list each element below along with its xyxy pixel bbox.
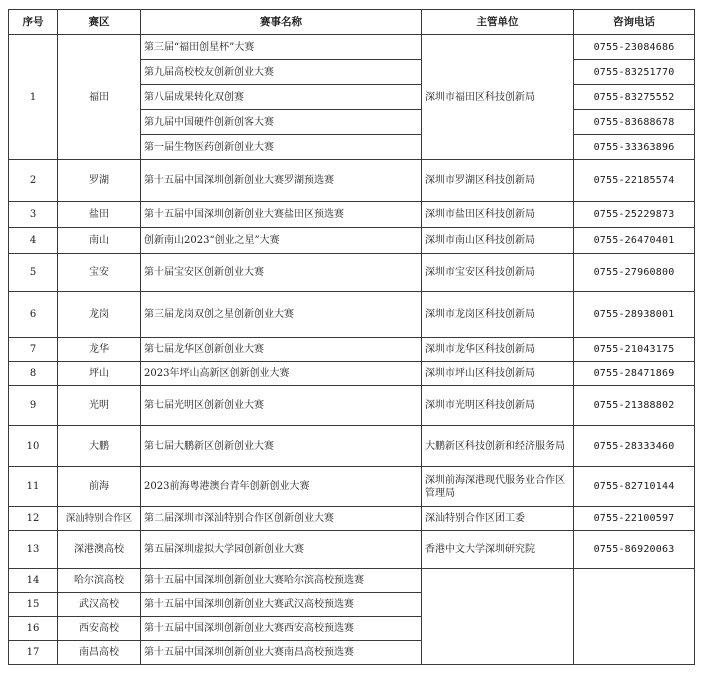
cell-authority: 深圳市光明区科技创新局 (422, 386, 574, 426)
table-row (9, 426, 695, 467)
cell-district: 盐田 (58, 202, 141, 228)
cell-authority: 深圳市福田区科技创新局 (422, 35, 574, 160)
cell-district: 福田 (58, 35, 141, 160)
header-district: 赛区 (58, 10, 141, 35)
cell-event: 第五届深圳虚拟大学园创新创业大赛 (141, 531, 422, 569)
cell-no: 17 (9, 641, 58, 665)
cell-event: 第十五届中国深圳创新创业大赛盐田区预选赛 (141, 202, 422, 228)
cell-phone: 0755-33363896 (574, 135, 695, 160)
cell-phone: 0755-83275552 (574, 85, 695, 110)
cell-authority: 深圳市盐田区科技创新局 (422, 202, 574, 228)
cell-phone: 0755-28938001 (574, 292, 695, 338)
cell-authority: 深圳市龙华区科技创新局 (422, 338, 574, 362)
cell-event: 第十五届中国深圳创新创业大赛武汉高校预选赛 (141, 593, 422, 617)
cell-phone: 0755-22100597 (574, 507, 695, 531)
cell-no: 13 (9, 531, 58, 569)
cell-authority: 深圳前海深港现代服务业合作区管理局 (422, 467, 574, 507)
cell-authority: 深圳市宝安区科技创新局 (422, 254, 574, 292)
cell-event: 第三届龙岗双创之星创新创业大赛 (141, 292, 422, 338)
cell-phone: 0755-28333460 (574, 426, 695, 467)
cell-authority: 深圳市罗湖区科技创新局 (422, 160, 574, 202)
cell-authority: 深圳市南山区科技创新局 (422, 228, 574, 254)
table-row (9, 292, 695, 338)
cell-authority: 大鹏新区科技创新和经济服务局 (422, 426, 574, 467)
cell-no: 10 (9, 426, 58, 467)
cell-no: 12 (9, 507, 58, 531)
cell-phone-blank (574, 569, 695, 665)
cell-event: 第八届成果转化双创赛 (141, 85, 422, 110)
cell-authority-blank (422, 569, 574, 665)
cell-phone: 0755-83688678 (574, 110, 695, 135)
cell-no: 11 (9, 467, 58, 507)
cell-district: 坪山 (58, 362, 141, 386)
cell-event: 第七届光明区创新创业大赛 (141, 386, 422, 426)
cell-no: 2 (9, 160, 58, 202)
cell-event: 第十五届中国深圳创新创业大赛哈尔滨高校预选赛 (141, 569, 422, 593)
cell-phone: 0755-82710144 (574, 467, 695, 507)
cell-event: 第一届生物医药创新创业大赛 (141, 135, 422, 160)
cell-event: 第七届龙华区创新创业大赛 (141, 338, 422, 362)
table-row (9, 362, 695, 386)
cell-district: 哈尔滨高校 (58, 569, 141, 593)
header-row (9, 10, 695, 35)
table-row (9, 467, 695, 507)
header-authority: 主管单位 (422, 10, 574, 35)
cell-event: 创新南山2023“创业之星”大赛 (141, 228, 422, 254)
table-row (9, 35, 695, 60)
table-row (9, 338, 695, 362)
cell-event: 第十五届中国深圳创新创业大赛南昌高校预选赛 (141, 641, 422, 665)
cell-event: 第九届中国硬件创新创客大赛 (141, 110, 422, 135)
cell-event: 第十五届中国深圳创新创业大赛西安高校预选赛 (141, 617, 422, 641)
cell-phone: 0755-21043175 (574, 338, 695, 362)
cell-district: 武汉高校 (58, 593, 141, 617)
cell-district: 罗湖 (58, 160, 141, 202)
cell-district: 龙岗 (58, 292, 141, 338)
cell-no: 15 (9, 593, 58, 617)
cell-phone: 0755-21388802 (574, 386, 695, 426)
cell-no: 1 (9, 35, 58, 160)
table-header (9, 10, 695, 35)
cell-no: 5 (9, 254, 58, 292)
cell-no: 7 (9, 338, 58, 362)
table-row (9, 254, 695, 292)
cell-district: 南昌高校 (58, 641, 141, 665)
table-row (9, 386, 695, 426)
cell-event: 第七届大鹏新区创新创业大赛 (141, 426, 422, 467)
cell-phone: 0755-23084686 (574, 35, 695, 60)
cell-authority: 香港中文大学深圳研究院 (422, 531, 574, 569)
header-event: 赛事名称 (141, 10, 422, 35)
cell-district: 龙华 (58, 338, 141, 362)
cell-district: 深港澳高校 (58, 531, 141, 569)
cell-phone: 0755-26470401 (574, 228, 695, 254)
table-row (9, 160, 695, 202)
cell-event: 第九届高校校友创新创业大赛 (141, 60, 422, 85)
cell-authority: 深圳市龙岗区科技创新局 (422, 292, 574, 338)
cell-phone: 0755-22185574 (574, 160, 695, 202)
table-body (9, 35, 695, 665)
cell-district: 大鹏 (58, 426, 141, 467)
cell-no: 3 (9, 202, 58, 228)
cell-authority: 深圳市坪山区科技创新局 (422, 362, 574, 386)
cell-district: 光明 (58, 386, 141, 426)
cell-no: 9 (9, 386, 58, 426)
cell-event: 第十届宝安区创新创业大赛 (141, 254, 422, 292)
cell-district: 前海 (58, 467, 141, 507)
table-row (9, 531, 695, 569)
cell-district: 深汕特别合作区 (58, 507, 141, 531)
cell-event: 2023前海粤港澳台青年创新创业大赛 (141, 467, 422, 507)
cell-event: 2023年坪山高新区创新创业大赛 (141, 362, 422, 386)
cell-phone: 0755-28471869 (574, 362, 695, 386)
cell-authority: 深汕特别合作区团工委 (422, 507, 574, 531)
competition-table (8, 9, 695, 665)
cell-district: 西安高校 (58, 617, 141, 641)
cell-phone: 0755-25229873 (574, 202, 695, 228)
cell-no: 14 (9, 569, 58, 593)
table-row (9, 507, 695, 531)
table-row (9, 202, 695, 228)
cell-phone: 0755-86920063 (574, 531, 695, 569)
cell-phone: 0755-27960800 (574, 254, 695, 292)
cell-event: 第三届“福田创星杯”大赛 (141, 35, 422, 60)
cell-no: 4 (9, 228, 58, 254)
cell-event: 第十五届中国深圳创新创业大赛罗湖预选赛 (141, 160, 422, 202)
cell-no: 6 (9, 292, 58, 338)
cell-district: 宝安 (58, 254, 141, 292)
header-no: 序号 (9, 10, 58, 35)
cell-district: 南山 (58, 228, 141, 254)
cell-no: 16 (9, 617, 58, 641)
cell-no: 8 (9, 362, 58, 386)
cell-phone: 0755-83251770 (574, 60, 695, 85)
table-row (9, 569, 695, 593)
table-row (9, 228, 695, 254)
cell-event: 第二届深圳市深汕特别合作区创新创业大赛 (141, 507, 422, 531)
header-phone: 咨询电话 (574, 10, 695, 35)
